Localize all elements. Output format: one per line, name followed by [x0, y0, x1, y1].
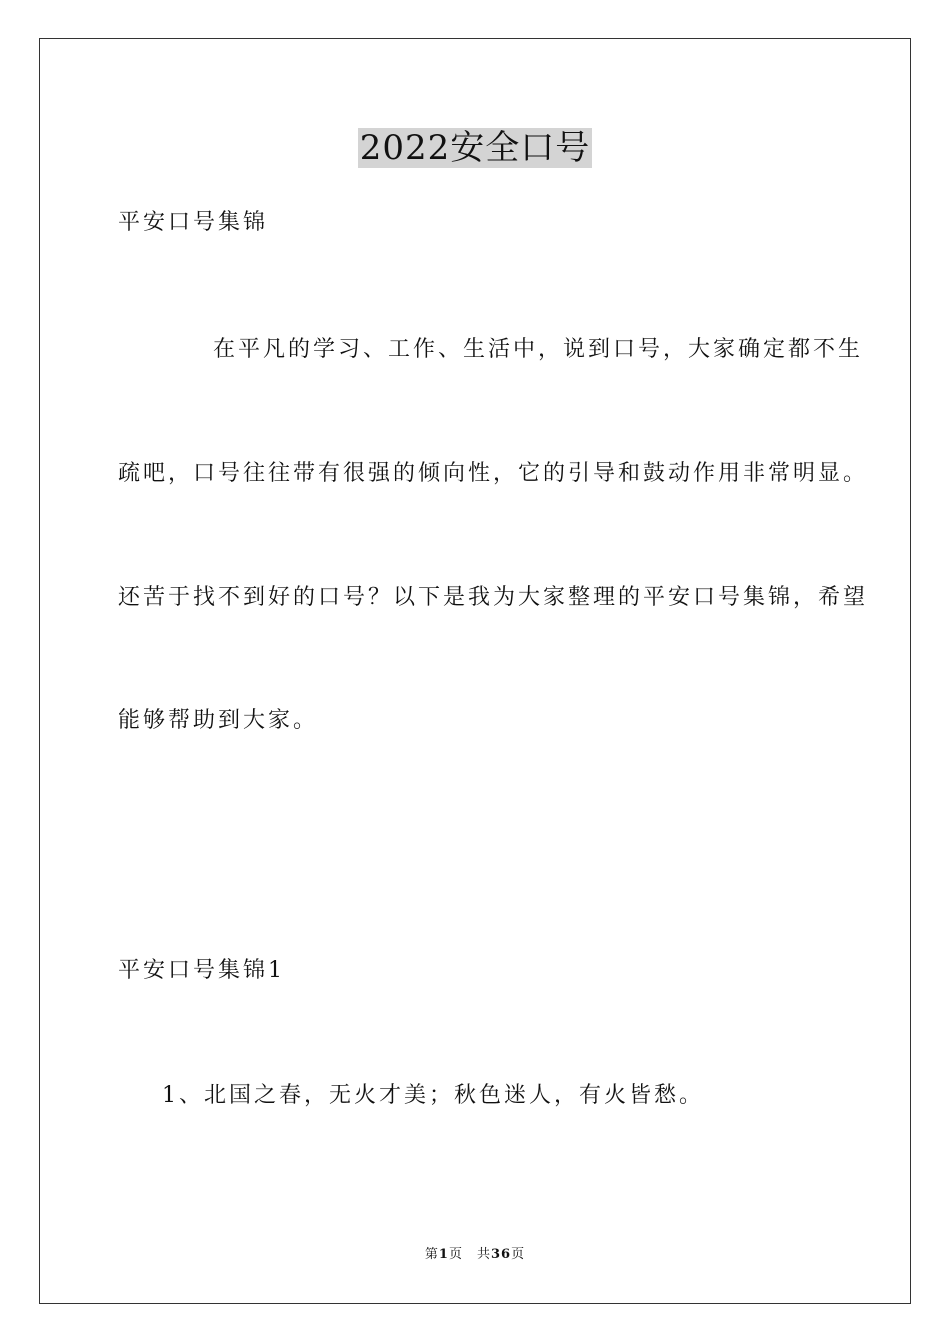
page-total: 36	[490, 1247, 512, 1262]
page-footer	[0, 1246, 950, 1264]
page-prefix: 第	[424, 1247, 439, 1262]
total-prefix: 共	[476, 1247, 491, 1262]
list-item: 1、北国之春，无火才美；秋色迷人，有火皆愁。	[162, 1083, 704, 1108]
section-heading: 平安口号集锦	[118, 210, 269, 235]
intro-line-3: 还苦于找不到好的口号？以下是我为大家整理的平安口号集锦，希望	[118, 585, 869, 610]
intro-line-4: 能够帮助到大家。	[118, 708, 319, 733]
subsection-heading: 平安口号集锦1	[118, 958, 285, 983]
document-title: 2022安全口号	[359, 128, 591, 168]
title-container	[0, 128, 950, 168]
page-suffix: 页	[448, 1247, 463, 1262]
total-suffix: 页	[511, 1247, 526, 1262]
intro-line-1: 在平凡的学习、工作、生活中，说到口号，大家确定都不生	[213, 337, 864, 362]
intro-line-2: 疏吧，口号往往带有很强的倾向性，它的引导和鼓动作用非常明显。	[118, 461, 869, 486]
page-current: 1	[438, 1247, 449, 1262]
